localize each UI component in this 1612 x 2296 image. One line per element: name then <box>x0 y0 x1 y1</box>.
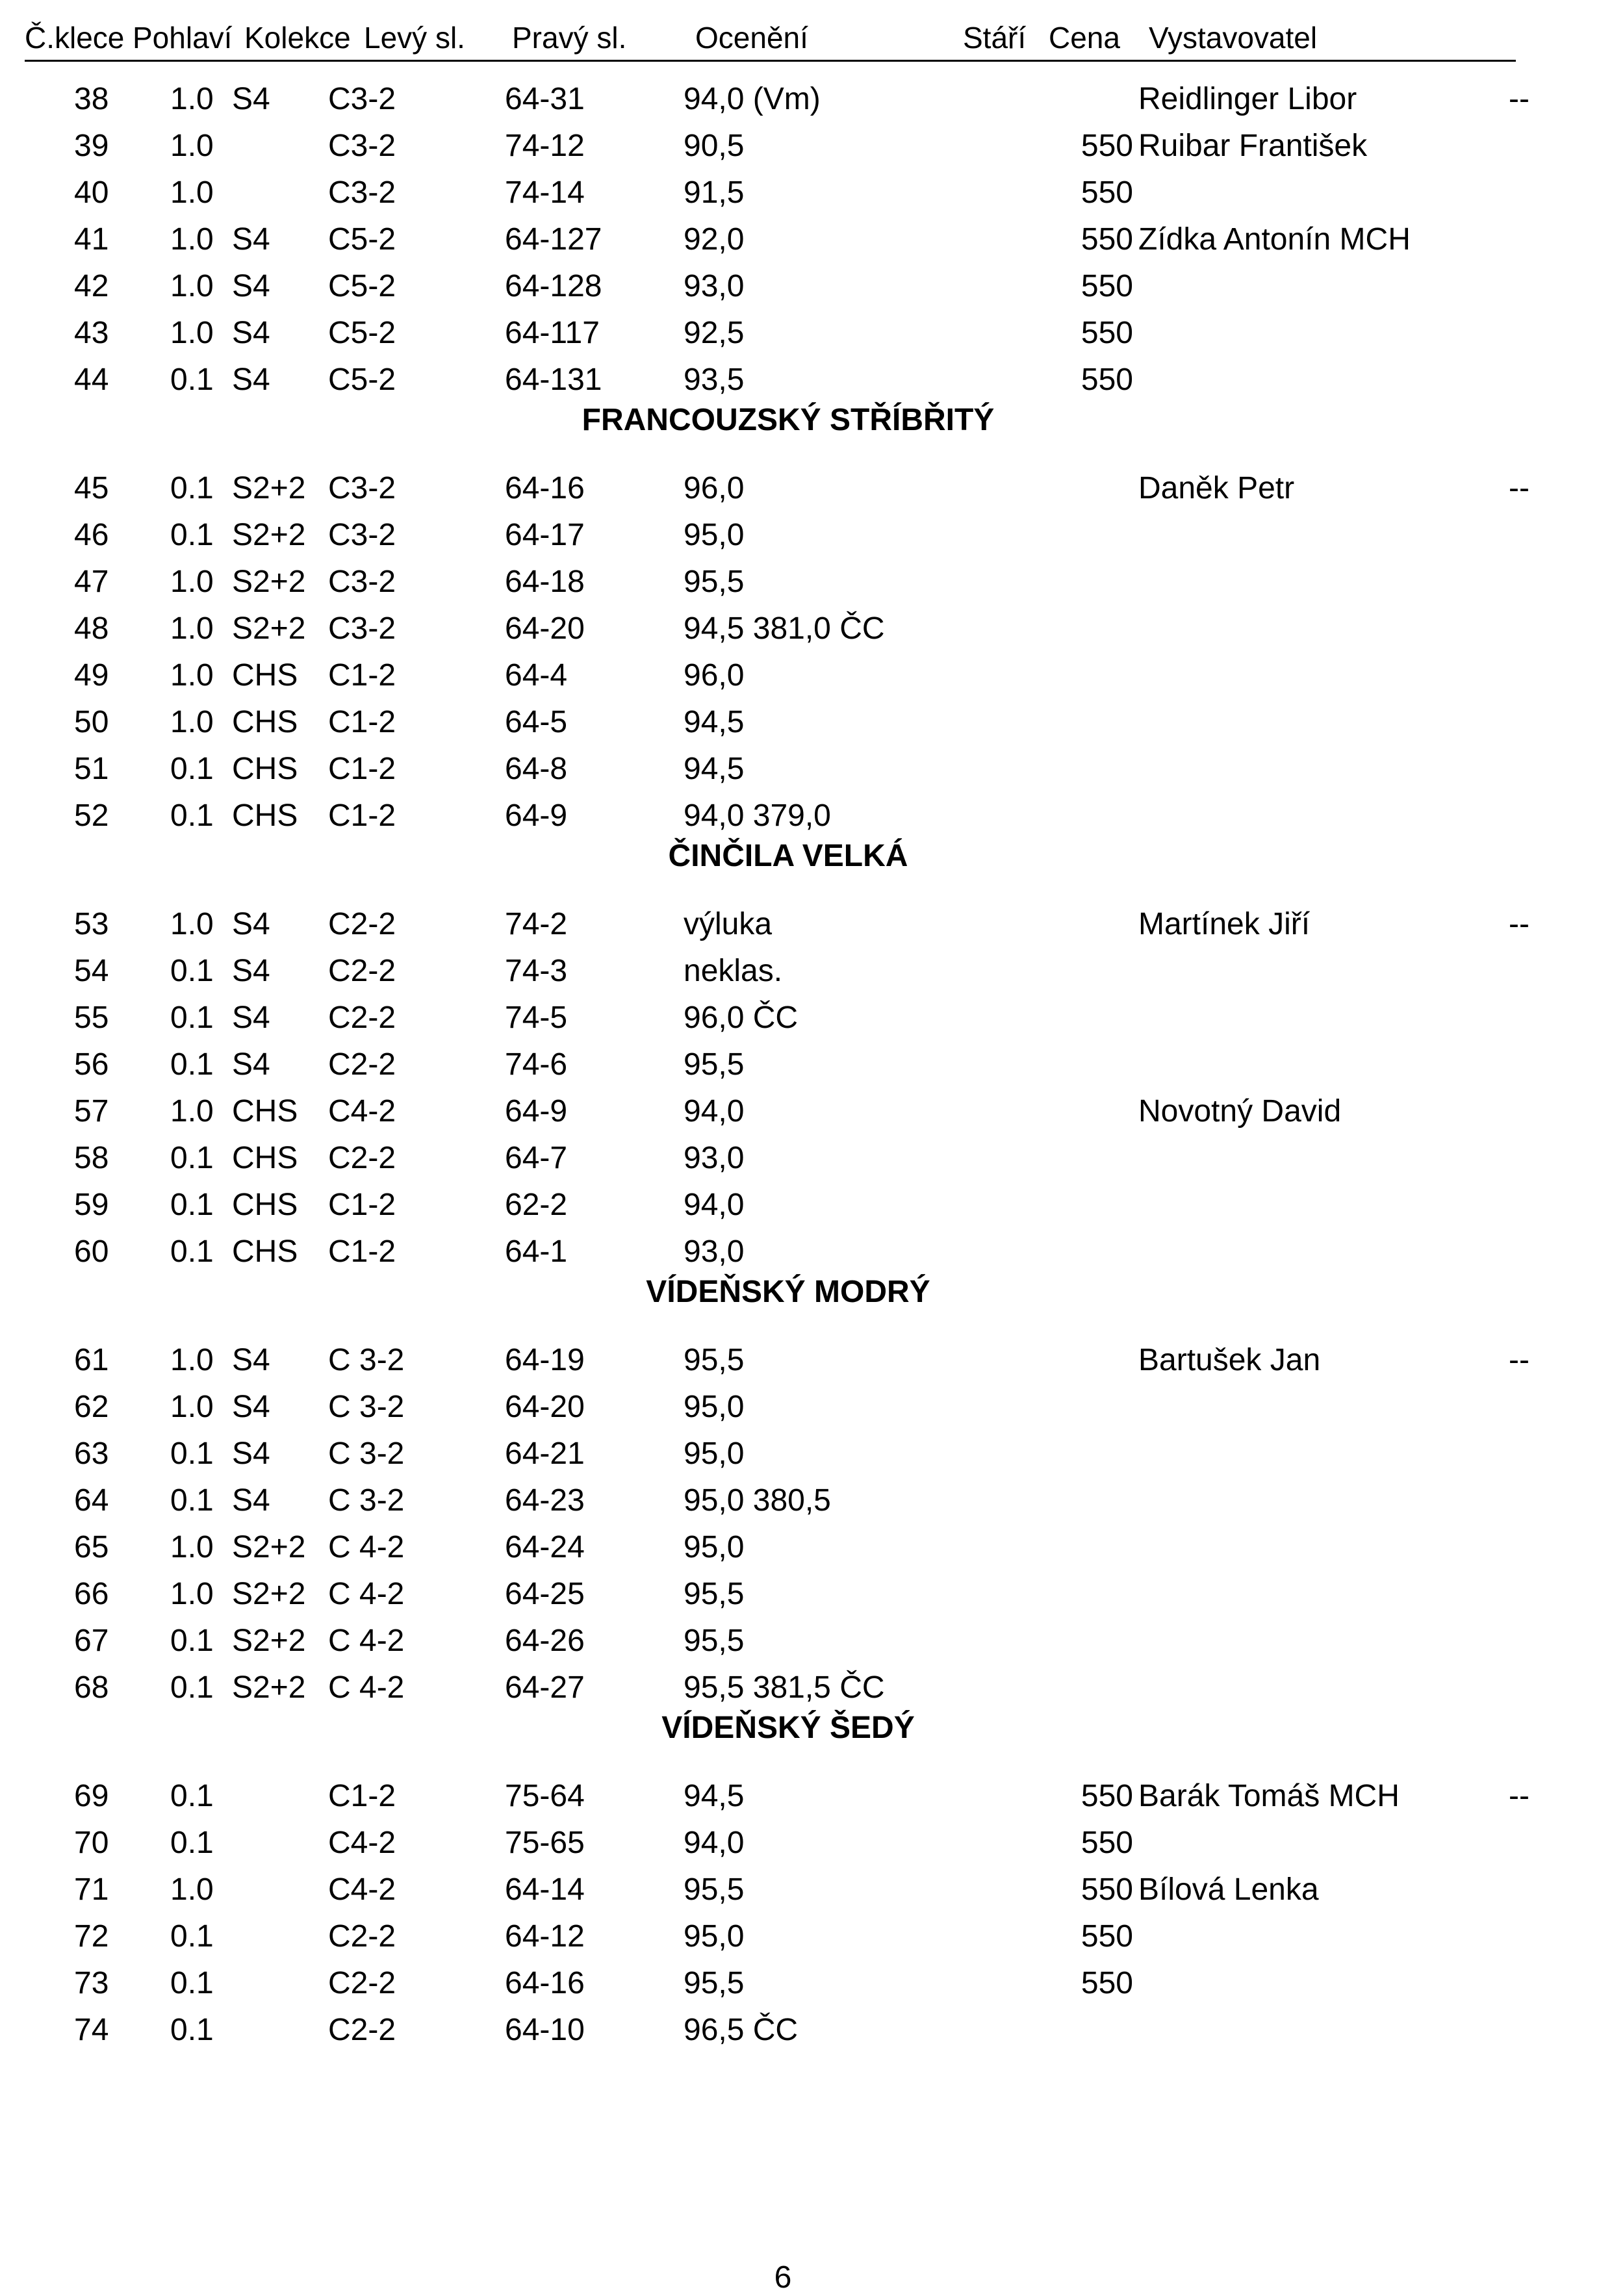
cell-dash-mark: -- <box>1509 907 1529 941</box>
cell-price: 550 <box>1081 1966 1133 2000</box>
table-row <box>0 262 1612 309</box>
cell-rating: 94,0 379,0 <box>684 798 831 833</box>
cell-left-ear-tattoo: C3-2 <box>328 518 396 552</box>
cell-sex: 0.1 <box>170 1624 214 1658</box>
cell-cage-number: 41 <box>74 222 109 257</box>
cell-rating: 95,5 <box>684 1343 745 1377</box>
cell-sex: 0.1 <box>170 1779 214 1813</box>
cell-right-ear-tattoo: 75-65 <box>505 1826 585 1860</box>
cell-sex: 1.0 <box>170 611 214 646</box>
cell-collection: S2+2 <box>232 611 306 646</box>
cell-right-ear-tattoo: 64-23 <box>505 1483 585 1518</box>
cell-sex: 1.0 <box>170 269 214 303</box>
cell-right-ear-tattoo: 64-7 <box>505 1141 568 1175</box>
cell-cage-number: 60 <box>74 1234 109 1269</box>
cell-sex: 0.1 <box>170 1670 214 1705</box>
cell-right-ear-tattoo: 64-21 <box>505 1436 585 1471</box>
cell-price: 550 <box>1081 316 1133 350</box>
cell-rating: 95,5 <box>684 565 745 599</box>
cell-right-ear-tattoo: 74-2 <box>505 907 568 941</box>
cell-left-ear-tattoo: C5-2 <box>328 269 396 303</box>
cell-rating: 94,0 <box>684 1188 745 1222</box>
cell-rating: 95,5 <box>684 1966 745 2000</box>
cell-right-ear-tattoo: 74-14 <box>505 175 585 210</box>
table-row <box>0 1429 1612 1476</box>
breed-heading <box>0 397 1612 442</box>
cell-rating: 95,0 380,5 <box>684 1483 831 1518</box>
cell-cage-number: 42 <box>74 269 109 303</box>
cell-price: 550 <box>1081 1919 1133 1954</box>
table-row <box>0 993 1612 1040</box>
col-header-right-ear: Pravý sl. <box>512 21 627 55</box>
cell-collection: CHS <box>232 1188 298 1222</box>
cell-cage-number: 67 <box>74 1624 109 1658</box>
table-row <box>0 1134 1612 1180</box>
cell-price: 550 <box>1081 175 1133 210</box>
cell-sex: 0.1 <box>170 752 214 786</box>
cell-right-ear-tattoo: 74-3 <box>505 954 568 988</box>
table-row <box>0 309 1612 355</box>
cell-rating: 90,5 <box>684 129 745 163</box>
cell-right-ear-tattoo: 64-4 <box>505 658 568 693</box>
cell-cage-number: 62 <box>74 1390 109 1424</box>
cell-right-ear-tattoo: 64-19 <box>505 1343 585 1377</box>
cell-collection: CHS <box>232 1234 298 1269</box>
breed-heading-label: VÍDEŇSKÝ MODRÝ <box>646 1275 930 1309</box>
cell-price: 550 <box>1081 129 1133 163</box>
cell-cage-number: 65 <box>74 1530 109 1564</box>
cell-sex: 1.0 <box>170 565 214 599</box>
cell-cage-number: 50 <box>74 705 109 739</box>
cell-right-ear-tattoo: 64-17 <box>505 518 585 552</box>
table-row <box>0 1772 1612 1818</box>
cell-left-ear-tattoo: C3-2 <box>328 175 396 210</box>
table-row <box>0 1865 1612 1912</box>
table-row <box>0 168 1612 215</box>
cell-cage-number: 57 <box>74 1094 109 1129</box>
cell-right-ear-tattoo: 64-27 <box>505 1670 585 1705</box>
cell-right-ear-tattoo: 64-12 <box>505 1919 585 1954</box>
cell-cage-number: 49 <box>74 658 109 693</box>
cell-left-ear-tattoo: C2-2 <box>328 1047 396 1082</box>
cell-sex: 0.1 <box>170 2013 214 2047</box>
cell-left-ear-tattoo: C3-2 <box>328 82 396 116</box>
breed-heading <box>0 1705 1612 1750</box>
cell-sex: 1.0 <box>170 658 214 693</box>
cell-sex: 1.0 <box>170 316 214 350</box>
cell-cage-number: 73 <box>74 1966 109 2000</box>
cell-collection: S4 <box>232 1483 270 1518</box>
cell-rating: 93,0 <box>684 1141 745 1175</box>
cell-cage-number: 44 <box>74 363 109 397</box>
cell-right-ear-tattoo: 64-1 <box>505 1234 568 1269</box>
cell-collection: S2+2 <box>232 1670 306 1705</box>
col-header-price: Cena <box>1049 21 1120 55</box>
table-row <box>0 1087 1612 1134</box>
cell-price: 550 <box>1081 1779 1133 1813</box>
cell-rating: 93,0 <box>684 269 745 303</box>
cell-rating: 95,5 <box>684 1577 745 1611</box>
table-row <box>0 947 1612 993</box>
breed-heading-label: VÍDEŇSKÝ ŠEDÝ <box>661 1711 915 1745</box>
cell-cage-number: 58 <box>74 1141 109 1175</box>
cell-price: 550 <box>1081 269 1133 303</box>
cell-right-ear-tattoo: 62-2 <box>505 1188 568 1222</box>
cell-rating: 96,0 <box>684 471 745 505</box>
cell-collection: S4 <box>232 269 270 303</box>
cell-left-ear-tattoo: C 3-2 <box>328 1343 405 1377</box>
cell-left-ear-tattoo: C2-2 <box>328 1966 396 2000</box>
cell-right-ear-tattoo: 74-6 <box>505 1047 568 1082</box>
cell-sex: 0.1 <box>170 1234 214 1269</box>
cell-collection: S4 <box>232 82 270 116</box>
cell-cage-number: 54 <box>74 954 109 988</box>
cell-right-ear-tattoo: 64-8 <box>505 752 568 786</box>
cell-exhibitor: Reidlinger Libor <box>1138 82 1357 116</box>
cell-collection: CHS <box>232 705 298 739</box>
table-row <box>0 791 1612 838</box>
cell-sex: 0.1 <box>170 363 214 397</box>
table-row <box>0 464 1612 511</box>
breed-heading-label: FRANCOUZSKÝ STŘÍBŘITÝ <box>582 403 995 437</box>
table-row <box>0 2006 1612 2052</box>
cell-right-ear-tattoo: 64-26 <box>505 1624 585 1658</box>
cell-price: 550 <box>1081 363 1133 397</box>
cell-exhibitor: Barák Tomáš MCH <box>1138 1779 1400 1813</box>
col-header-age: Stáří <box>963 21 1027 55</box>
cell-sex: 0.1 <box>170 1436 214 1471</box>
cell-collection: S2+2 <box>232 1624 306 1658</box>
cell-rating: 93,5 <box>684 363 745 397</box>
table-row <box>0 1523 1612 1570</box>
cell-right-ear-tattoo: 64-9 <box>505 1094 568 1129</box>
cell-left-ear-tattoo: C4-2 <box>328 1826 396 1860</box>
cell-left-ear-tattoo: C3-2 <box>328 611 396 646</box>
cell-sex: 0.1 <box>170 954 214 988</box>
breed-heading <box>0 1269 1612 1314</box>
cell-cage-number: 45 <box>74 471 109 505</box>
cell-rating: 91,5 <box>684 175 745 210</box>
cell-right-ear-tattoo: 64-24 <box>505 1530 585 1564</box>
cell-collection: S4 <box>232 222 270 257</box>
cell-cage-number: 51 <box>74 752 109 786</box>
cell-left-ear-tattoo: C2-2 <box>328 1141 396 1175</box>
cell-sex: 1.0 <box>170 175 214 210</box>
cell-price: 550 <box>1081 1872 1133 1907</box>
table-row <box>0 75 1612 121</box>
cell-sex: 1.0 <box>170 1390 214 1424</box>
cell-cage-number: 72 <box>74 1919 109 1954</box>
cell-rating: 94,0 <box>684 1094 745 1129</box>
cell-rating: 94,5 <box>684 705 745 739</box>
table-row <box>0 1476 1612 1523</box>
cell-left-ear-tattoo: C1-2 <box>328 705 396 739</box>
cell-left-ear-tattoo: C2-2 <box>328 2013 396 2047</box>
cell-collection: S2+2 <box>232 1577 306 1611</box>
cell-price: 550 <box>1081 222 1133 257</box>
cell-right-ear-tattoo: 64-18 <box>505 565 585 599</box>
cell-right-ear-tattoo: 74-5 <box>505 1001 568 1035</box>
cell-rating: 95,5 381,5 ČC <box>684 1670 885 1705</box>
cell-right-ear-tattoo: 64-20 <box>505 1390 585 1424</box>
cell-rating: 94,0 (Vm) <box>684 82 821 116</box>
breed-heading-label: ČINČILA VELKÁ <box>668 839 908 873</box>
cell-rating: 95,0 <box>684 1919 745 1954</box>
cell-collection: CHS <box>232 798 298 833</box>
cell-collection: CHS <box>232 1141 298 1175</box>
cell-left-ear-tattoo: C 3-2 <box>328 1436 405 1471</box>
cell-rating: 92,0 <box>684 222 745 257</box>
cell-left-ear-tattoo: C2-2 <box>328 1001 396 1035</box>
cell-cage-number: 48 <box>74 611 109 646</box>
cell-sex: 1.0 <box>170 705 214 739</box>
cell-cage-number: 59 <box>74 1188 109 1222</box>
cell-cage-number: 61 <box>74 1343 109 1377</box>
table-row <box>0 121 1612 168</box>
cell-sex: 1.0 <box>170 1872 214 1907</box>
cell-cage-number: 70 <box>74 1826 109 1860</box>
table-row <box>0 1227 1612 1274</box>
cell-left-ear-tattoo: C1-2 <box>328 1234 396 1269</box>
cell-left-ear-tattoo: C 4-2 <box>328 1530 405 1564</box>
cell-dash-mark: -- <box>1509 1779 1529 1813</box>
cell-exhibitor: Ruibar František <box>1138 129 1368 163</box>
cell-collection: S2+2 <box>232 1530 306 1564</box>
table-row <box>0 355 1612 402</box>
cell-collection: S4 <box>232 1001 270 1035</box>
cell-collection: S4 <box>232 1047 270 1082</box>
cell-right-ear-tattoo: 64-127 <box>505 222 602 257</box>
cell-left-ear-tattoo: C2-2 <box>328 954 396 988</box>
cell-cage-number: 46 <box>74 518 109 552</box>
cell-right-ear-tattoo: 64-25 <box>505 1577 585 1611</box>
cell-sex: 1.0 <box>170 907 214 941</box>
cell-sex: 0.1 <box>170 1141 214 1175</box>
cell-cage-number: 69 <box>74 1779 109 1813</box>
cell-sex: 1.0 <box>170 82 214 116</box>
cell-rating: 95,5 <box>684 1047 745 1082</box>
cell-left-ear-tattoo: C 4-2 <box>328 1670 405 1705</box>
table-row <box>0 1818 1612 1865</box>
cell-left-ear-tattoo: C1-2 <box>328 1188 396 1222</box>
table-row <box>0 745 1612 791</box>
cell-left-ear-tattoo: C1-2 <box>328 658 396 693</box>
cell-exhibitor: Bartušek Jan <box>1138 1343 1321 1377</box>
cell-dash-mark: -- <box>1509 1343 1529 1377</box>
cell-cage-number: 53 <box>74 907 109 941</box>
cell-collection: S4 <box>232 1436 270 1471</box>
cell-sex: 0.1 <box>170 1188 214 1222</box>
cell-left-ear-tattoo: C1-2 <box>328 1779 396 1813</box>
cell-cage-number: 64 <box>74 1483 109 1518</box>
cell-left-ear-tattoo: C1-2 <box>328 752 396 786</box>
cell-rating: 95,0 <box>684 1436 745 1471</box>
cell-exhibitor: Martínek Jiří <box>1138 907 1311 941</box>
table-row <box>0 1616 1612 1663</box>
cell-left-ear-tattoo: C3-2 <box>328 565 396 599</box>
cell-rating: 94,5 <box>684 1779 745 1813</box>
cell-collection: S4 <box>232 907 270 941</box>
cell-right-ear-tattoo: 64-117 <box>505 316 600 350</box>
table-row <box>0 1663 1612 1710</box>
cell-rating: 95,5 <box>684 1872 745 1907</box>
cell-cage-number: 71 <box>74 1872 109 1907</box>
cell-rating: 95,0 <box>684 518 745 552</box>
cell-cage-number: 38 <box>74 82 109 116</box>
cell-rating: 96,0 <box>684 658 745 693</box>
cell-left-ear-tattoo: C2-2 <box>328 907 396 941</box>
col-header-exhibitor: Vystavovatel <box>1149 21 1318 55</box>
cell-collection: S4 <box>232 1343 270 1377</box>
col-header-left-ear: Levý sl. <box>364 21 465 55</box>
table-row <box>0 511 1612 557</box>
cell-right-ear-tattoo: 64-10 <box>505 2013 585 2047</box>
cell-rating: 96,0 ČC <box>684 1001 799 1035</box>
cell-left-ear-tattoo: C 4-2 <box>328 1624 405 1658</box>
cell-left-ear-tattoo: C 3-2 <box>328 1483 405 1518</box>
col-header-rating: Ocenění <box>695 21 808 55</box>
cell-collection: S4 <box>232 1390 270 1424</box>
cell-left-ear-tattoo: C1-2 <box>328 798 396 833</box>
cell-left-ear-tattoo: C2-2 <box>328 1919 396 1954</box>
cell-cage-number: 74 <box>74 2013 109 2047</box>
cell-cage-number: 55 <box>74 1001 109 1035</box>
cell-rating: 96,5 ČC <box>684 2013 799 2047</box>
cell-right-ear-tattoo: 64-5 <box>505 705 568 739</box>
cell-rating: neklas. <box>684 954 783 988</box>
cell-right-ear-tattoo: 75-64 <box>505 1779 585 1813</box>
cell-rating: 95,0 <box>684 1390 745 1424</box>
cell-collection: S4 <box>232 363 270 397</box>
cell-left-ear-tattoo: C3-2 <box>328 129 396 163</box>
cell-collection: CHS <box>232 752 298 786</box>
cell-right-ear-tattoo: 64-16 <box>505 1966 585 2000</box>
table-row <box>0 1912 1612 1959</box>
cell-cage-number: 63 <box>74 1436 109 1471</box>
cell-collection: S2+2 <box>232 471 306 505</box>
cell-rating: 94,5 <box>684 752 745 786</box>
cell-sex: 0.1 <box>170 1001 214 1035</box>
cell-left-ear-tattoo: C5-2 <box>328 363 396 397</box>
cell-sex: 0.1 <box>170 471 214 505</box>
cell-left-ear-tattoo: C 4-2 <box>328 1577 405 1611</box>
cell-rating: 95,0 <box>684 1530 745 1564</box>
table-row <box>0 1383 1612 1429</box>
table-row <box>0 900 1612 947</box>
cell-sex: 0.1 <box>170 518 214 552</box>
cell-right-ear-tattoo: 64-14 <box>505 1872 585 1907</box>
cell-sex: 0.1 <box>170 1966 214 2000</box>
cell-exhibitor: Zídka Antonín MCH <box>1138 222 1411 257</box>
cell-collection: CHS <box>232 658 298 693</box>
table-row <box>0 604 1612 651</box>
cell-rating: 95,5 <box>684 1624 745 1658</box>
cell-sex: 0.1 <box>170 1826 214 1860</box>
table-row <box>0 651 1612 698</box>
cell-left-ear-tattoo: C4-2 <box>328 1094 396 1129</box>
cell-left-ear-tattoo: C4-2 <box>328 1872 396 1907</box>
cell-cage-number: 40 <box>74 175 109 210</box>
cell-left-ear-tattoo: C3-2 <box>328 471 396 505</box>
breed-heading <box>0 833 1612 878</box>
cell-rating: 94,5 381,0 ČC <box>684 611 885 646</box>
table-row <box>0 1180 1612 1227</box>
cell-collection: S4 <box>232 954 270 988</box>
cell-right-ear-tattoo: 64-20 <box>505 611 585 646</box>
cell-sex: 0.1 <box>170 1483 214 1518</box>
cell-cage-number: 52 <box>74 798 109 833</box>
cell-sex: 1.0 <box>170 129 214 163</box>
cell-collection: CHS <box>232 1094 298 1129</box>
cell-sex: 0.1 <box>170 798 214 833</box>
table-row <box>0 1959 1612 2006</box>
table-row <box>0 1570 1612 1616</box>
cell-collection: S2+2 <box>232 518 306 552</box>
cell-collection: S2+2 <box>232 565 306 599</box>
col-header-cage: Č.klece <box>25 21 125 55</box>
cell-exhibitor: Bílová Lenka <box>1138 1872 1319 1907</box>
cell-rating: výluka <box>684 907 773 941</box>
cell-sex: 1.0 <box>170 1577 214 1611</box>
table-row <box>0 557 1612 604</box>
cell-dash-mark: -- <box>1509 82 1529 116</box>
cell-collection: S4 <box>232 316 270 350</box>
cell-sex: 0.1 <box>170 1047 214 1082</box>
cell-dash-mark: -- <box>1509 471 1529 505</box>
cell-exhibitor: Novotný David <box>1138 1094 1342 1129</box>
cell-right-ear-tattoo: 64-16 <box>505 471 585 505</box>
cell-cage-number: 68 <box>74 1670 109 1705</box>
cell-cage-number: 43 <box>74 316 109 350</box>
cell-sex: 1.0 <box>170 222 214 257</box>
cell-sex: 1.0 <box>170 1530 214 1564</box>
col-header-collection: Kolekce <box>244 21 351 55</box>
cell-cage-number: 56 <box>74 1047 109 1082</box>
cell-right-ear-tattoo: 74-12 <box>505 129 585 163</box>
cell-left-ear-tattoo: C 3-2 <box>328 1390 405 1424</box>
cell-cage-number: 47 <box>74 565 109 599</box>
cell-right-ear-tattoo: 64-131 <box>505 363 602 397</box>
cell-rating: 92,5 <box>684 316 745 350</box>
cell-rating: 94,0 <box>684 1826 745 1860</box>
cell-sex: 0.1 <box>170 1919 214 1954</box>
cell-left-ear-tattoo: C5-2 <box>328 222 396 257</box>
cell-right-ear-tattoo: 64-128 <box>505 269 602 303</box>
cell-right-ear-tattoo: 64-31 <box>505 82 585 116</box>
cell-cage-number: 66 <box>74 1577 109 1611</box>
cell-sex: 1.0 <box>170 1343 214 1377</box>
cell-sex: 1.0 <box>170 1094 214 1129</box>
table-row <box>0 1336 1612 1383</box>
cell-cage-number: 39 <box>74 129 109 163</box>
page-number: 6 <box>774 2260 792 2295</box>
table-row <box>0 698 1612 745</box>
cell-left-ear-tattoo: C5-2 <box>328 316 396 350</box>
cell-rating: 93,0 <box>684 1234 745 1269</box>
table-row <box>0 1040 1612 1087</box>
cell-exhibitor: Daněk Petr <box>1138 471 1295 505</box>
table-row <box>0 215 1612 262</box>
col-header-sex: Pohlaví <box>133 21 233 55</box>
cell-right-ear-tattoo: 64-9 <box>505 798 568 833</box>
cell-price: 550 <box>1081 1826 1133 1860</box>
